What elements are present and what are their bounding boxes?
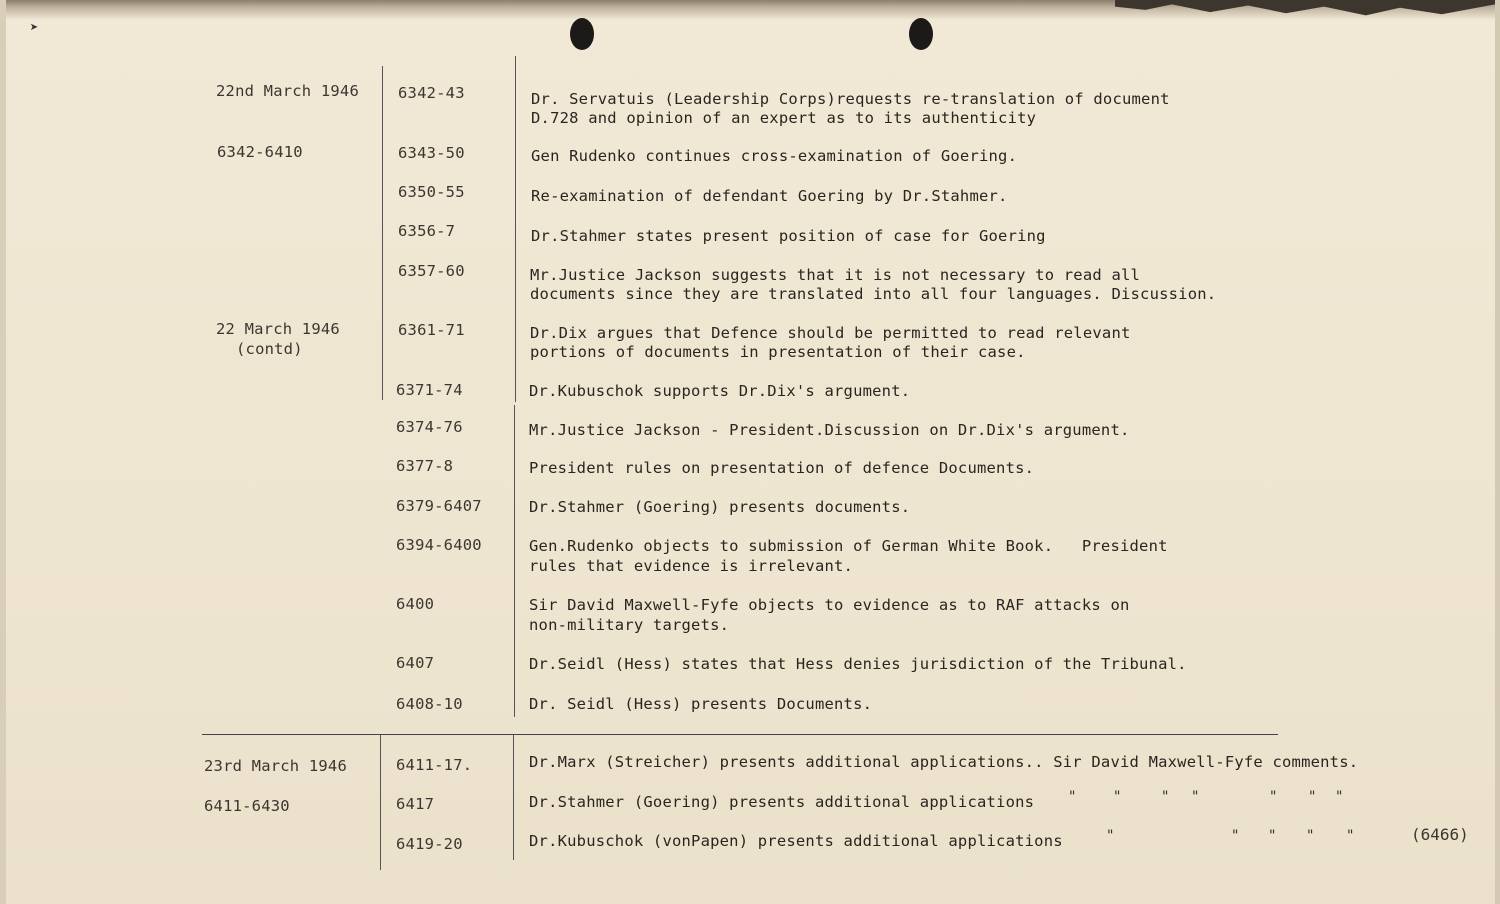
entry-description: documents since they are translated into all four languages. Discussion. (530, 285, 1217, 303)
ditto-mark: " (1306, 828, 1315, 844)
entry-description: Dr.Kubuschok (vonPapen) presents additional applications (529, 832, 1063, 850)
entry-date-note: (contd) (236, 340, 303, 358)
entry-ref: 6407 (396, 654, 435, 672)
ditto-mark: " (1335, 789, 1344, 805)
ditto-mark: " (1346, 828, 1355, 844)
entry-description: Dr.Kubuschok supports Dr.Dix's argument. (529, 382, 911, 400)
entry-description: rules that evidence is irrelevant. (529, 557, 854, 575)
entry-description: Dr.Stahmer states present position of case for Goering (531, 227, 1046, 245)
entry-page-range: 6342-6410 (217, 143, 303, 161)
ditto-mark: " (1191, 789, 1200, 805)
column-rule-right-middle (514, 405, 515, 717)
entry-ref: 6411-17. (396, 756, 473, 774)
entry-ref: 6419-20 (396, 835, 463, 853)
entry-ref: 6343-50 (398, 144, 465, 162)
entry-ref: 6400 (396, 595, 435, 613)
entry-description: Dr.Marx (Streicher) presents additional applications.. Sir David Maxwell-Fyfe comments. (529, 753, 1359, 771)
entry-description: portions of documents in presentation of their case. (530, 343, 1026, 361)
entry-description: D.728 and opinion of an expert as to its authenticity (531, 109, 1037, 127)
ditto-mark: " (1068, 789, 1077, 805)
entry-description: Dr.Seidl (Hess) states that Hess denies jurisdiction of the Tribunal. (529, 655, 1187, 673)
entry-ref: 6361-71 (398, 321, 465, 339)
entry-description: Dr. Seidl (Hess) presents Documents. (529, 695, 873, 713)
entry-description: Mr.Justice Jackson suggests that it is not necessary to read all (530, 266, 1141, 284)
entry-ref: 6374-76 (396, 418, 463, 436)
entry-ref: 6408-10 (396, 695, 463, 713)
entry-description: Sir David Maxwell-Fyfe objects to evidence as to RAF attacks on (529, 596, 1130, 614)
entry-ref: 6417 (396, 795, 435, 813)
ditto-mark: " (1308, 789, 1317, 805)
section-divider (202, 734, 1278, 735)
ditto-mark: " (1268, 828, 1277, 844)
entry-description: Mr.Justice Jackson - President.Discussion on Dr.Dix's argument. (529, 421, 1130, 439)
entry-date: 22nd March 1946 (216, 82, 359, 100)
entry-description: Dr.Stahmer (Goering) presents additional applications (529, 793, 1035, 811)
arrow-mark-icon: ➤ (30, 20, 39, 36)
entry-description: non-military targets. (529, 616, 730, 634)
ditto-mark: " (1106, 828, 1115, 844)
page-number: (6466) (1411, 825, 1469, 844)
entry-description: Dr.Stahmer (Goering) presents documents. (529, 498, 911, 516)
entry-ref: 6356-7 (398, 222, 456, 240)
entry-ref: 6350-55 (398, 183, 465, 201)
entry-ref: 6394-6400 (396, 536, 482, 554)
entry-page-range: 6411-6430 (204, 797, 290, 815)
entry-ref: 6342-43 (398, 84, 465, 102)
ditto-mark: " (1231, 828, 1240, 844)
entry-ref: 6371-74 (396, 381, 463, 399)
punch-hole-right (909, 18, 933, 50)
entry-ref: 6379-6407 (396, 497, 482, 515)
entry-description: Dr.Dix argues that Defence should be permitted to read relevant (530, 324, 1131, 342)
entry-ref: 6357-60 (398, 262, 465, 280)
entry-date: 23rd March 1946 (204, 757, 347, 775)
column-rule-right-upper (515, 56, 516, 402)
entry-date: 22 March 1946 (216, 320, 340, 338)
entry-ref: 6377-8 (396, 457, 454, 475)
entry-description: Gen Rudenko continues cross-examination of Goering. (531, 147, 1018, 165)
entry-description: President rules on presentation of defence Documents. (529, 459, 1035, 477)
ditto-mark: " (1269, 789, 1278, 805)
column-rule-left-upper (382, 66, 383, 400)
column-rule-left-lower (380, 735, 381, 870)
ditto-mark: " (1161, 789, 1170, 805)
entry-description: Gen.Rudenko objects to submission of German White Book. President (529, 537, 1168, 555)
column-rule-right-lower (513, 735, 514, 860)
entry-description: Re-examination of defendant Goering by Dr.Stahmer. (531, 187, 1008, 205)
entry-description: Dr. Servatuis (Leadership Corps)requests re-translation of document (531, 90, 1170, 108)
punch-hole-left (570, 18, 594, 50)
ditto-mark: " (1113, 789, 1122, 805)
